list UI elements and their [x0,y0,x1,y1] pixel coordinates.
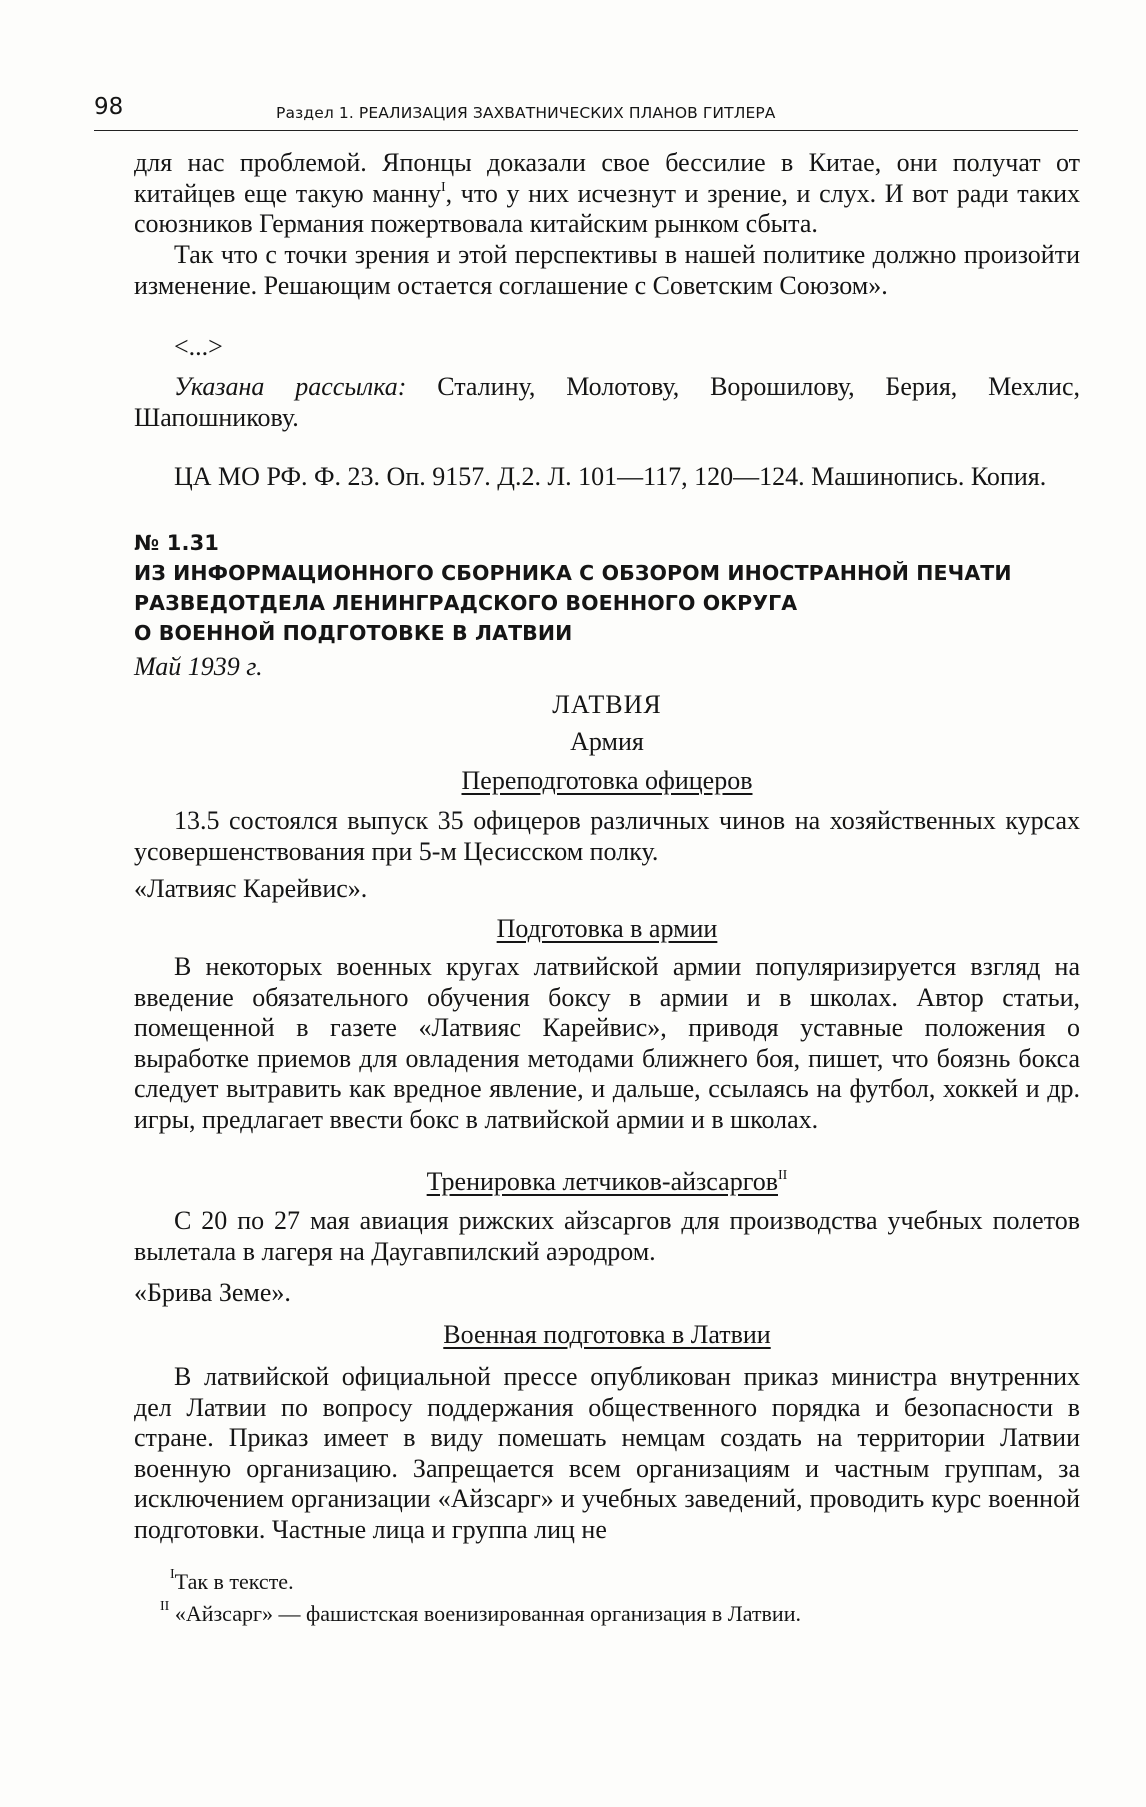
officers-paragraph: 13.5 состоялся выпуск 35 офицеров различных чинов на хозяйственных курсах усовершенствования при 5-м Цесисском полку. [134,806,1080,866]
training-paragraph: В латвийской официальной прессе опубликован приказ министра внутренних дел Латвии по вопросу поддержания общественного порядка и безопасности в стране. Приказ имеет в виду помешать немцам создать на территории Латвии военную организацию. Запрещается всем организациям и частным группам, за исключением организации «Айзсарг» и учебных заведений, проводить курс военной подготовки. Частные лица и группа лиц не [134,1362,1080,1544]
pilots-paragraph: С 20 по 27 мая авиация рижских айзсаргов для производства учебных полетов вылетала в лагеря на Даугавпилский аэродром. [134,1206,1080,1266]
paragraph-conclusion: Так что с точки зрения и этой перспективы в нашей политике должно произойти изменение. Решающим остается соглашение с Советским Союзом». [134,240,1080,300]
subheading-officers [134,766,1080,796]
footnote-1-mark: I [170,1567,175,1582]
subheading-army-text: Подготовка в армии [496,914,718,943]
paragraph-text-part1: для нас проблемой. Японцы доказали свое бессилие в Китае, они получат от китайцев еще такую манну [134,148,1080,208]
page-number: 98 [94,94,124,120]
footnote-1 [170,1568,1116,1595]
running-head: Раздел 1. РЕАЛИЗАЦИЯ ЗАХВАТНИЧЕСКИХ ПЛАНОВ ГИТЛЕРА [276,104,776,122]
footnote-2-text: «Айзсарг» — фашистская военизированная организация в Латвии. [169,1601,801,1626]
document-number: № 1.31 [134,531,219,555]
document-title-block [134,528,1080,648]
document-date: Май 1939 г. [134,652,263,681]
ellipsis: <...> [174,332,223,361]
distribution-note [134,372,1080,433]
footnote-2-mark: II [160,1599,170,1614]
distribution-list: Сталину, Молотову, Ворошилову, Берия, Мехлис, Шапошникову. [134,372,1080,432]
paragraph-continuation [134,148,1080,240]
officers-source: «Латвияс Карейвис». [134,874,368,903]
subheading-pilots-text: Тренировка летчиков-айзсаргов [426,1167,778,1196]
footnote-ref-1: I [440,179,446,195]
distribution-label: Указана рассылка: [174,372,407,401]
paragraph-text-part2: , что у них исчезнут и зрение, и слух. И вот ради таких союзников Германия пожертвовала китайским рынком сбыта. [134,178,1081,238]
footnote-1-text: Так в тексте. [174,1569,294,1594]
archive-source: ЦА МО РФ. Ф. 23. Оп. 9157. Д.2. Л. 101—117, 120—124. Машинопись. Копия. [174,462,1047,491]
subheading-army [134,914,1080,944]
document-title-line2: РАЗВЕДОТДЕЛА ЛЕНИНГРАДСКОГО ВОЕННОГО ОКРУГА [134,591,798,615]
army-paragraph: В некоторых военных кругах латвийской армии популяризируется взгляд на введение обязательного обучения боксу в армии и в школах. Автор статьи, помещенной в газете «Латвияс Карейвис», приводя уставные положения о выработке приемов для овладения методами ближнего боя, пишет, что боязнь бокса следует вытравить как вредное явление, и дальше, ссылаясь на футбол, хоккей и др. игры, предлагает ввести бокс в латвийской армии и в школах. [134,952,1080,1134]
document-title-line1: ИЗ ИНФОРМАЦИОННОГО СБОРНИКА С ОБЗОРОМ ИНОСТРАННОЙ ПЕЧАТИ [134,561,1012,585]
section-heading: Армия [570,727,644,756]
subheading-training-text: Военная подготовка в Латвии [443,1320,771,1349]
pilots-source: «Брива Земе». [134,1278,291,1307]
footnote-2 [160,1600,1106,1627]
page-header [94,94,1078,131]
document-title-line3: О ВОЕННОЙ ПОДГОТОВКЕ В ЛАТВИИ [134,621,573,645]
subheading-training [134,1320,1080,1350]
footnote-ref-2: II [778,1168,788,1183]
country-heading: ЛАТВИЯ [552,690,662,719]
subheading-officers-text: Переподготовка офицеров [461,766,753,795]
subheading-pilots [134,1167,1080,1197]
